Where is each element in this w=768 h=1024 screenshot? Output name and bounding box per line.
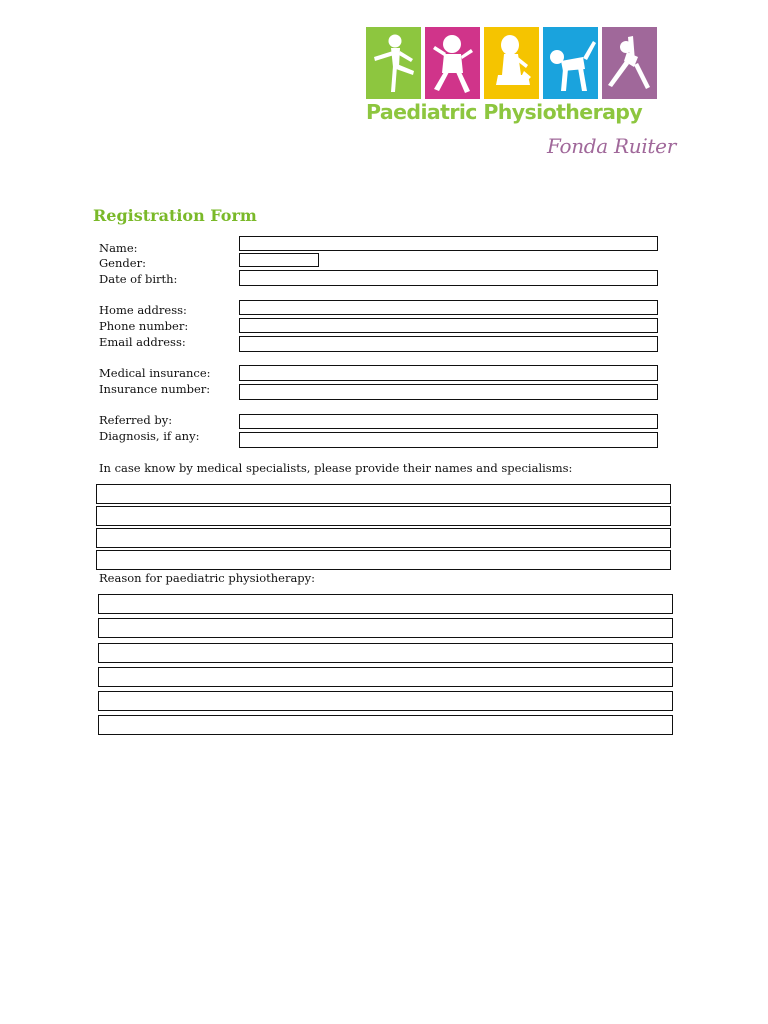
insurance-number-field[interactable] — [239, 384, 658, 400]
diagnosis-label: Diagnosis, if any: — [99, 429, 200, 443]
email-label: Email address: — [99, 335, 186, 349]
diagnosis-field[interactable] — [239, 432, 658, 448]
reason-field[interactable] — [98, 594, 673, 614]
specialist-field[interactable] — [96, 528, 671, 548]
medical-insurance-field[interactable] — [239, 365, 658, 381]
address-label: Home address: — [99, 303, 187, 317]
phone-field[interactable] — [239, 318, 658, 333]
dob-label: Date of birth: — [99, 272, 178, 286]
brand-name: Paediatric Physiotherapy — [366, 100, 643, 124]
medical-insurance-label: Medical insurance: — [99, 366, 211, 380]
brand-signature: Fonda Ruiter — [547, 134, 676, 158]
specialists-prompt: In case know by medical specialists, please provide their names and specialisms: — [99, 461, 573, 475]
name-field[interactable] — [239, 236, 658, 251]
reason-field[interactable] — [98, 715, 673, 735]
insurance-number-label: Insurance number: — [99, 382, 211, 396]
reason-prompt: Reason for paediatric physiotherapy: — [99, 571, 316, 585]
email-field[interactable] — [239, 336, 658, 352]
reason-field[interactable] — [98, 691, 673, 711]
child-jumping-icon — [425, 27, 480, 99]
gender-label: Gender: — [99, 256, 146, 270]
referred-by-label: Referred by: — [99, 413, 173, 427]
phone-label: Phone number: — [99, 319, 189, 333]
name-label: Name: — [99, 241, 138, 255]
specialist-field[interactable] — [96, 550, 671, 570]
gender-field[interactable] — [239, 253, 319, 267]
child-stretching-icon — [543, 27, 598, 99]
logo — [364, 27, 676, 167]
reason-field[interactable] — [98, 667, 673, 687]
child-sitting-icon — [484, 27, 539, 99]
specialist-field[interactable] — [96, 506, 671, 526]
reason-field[interactable] — [98, 618, 673, 638]
child-balancing-icon — [366, 27, 421, 99]
specialist-field[interactable] — [96, 484, 671, 504]
address-field[interactable] — [239, 300, 658, 315]
child-triangle-pose-icon — [602, 27, 657, 99]
referred-by-field[interactable] — [239, 414, 658, 429]
reason-field[interactable] — [98, 643, 673, 663]
dob-field[interactable] — [239, 270, 658, 286]
form-title: Registration Form — [93, 206, 257, 225]
